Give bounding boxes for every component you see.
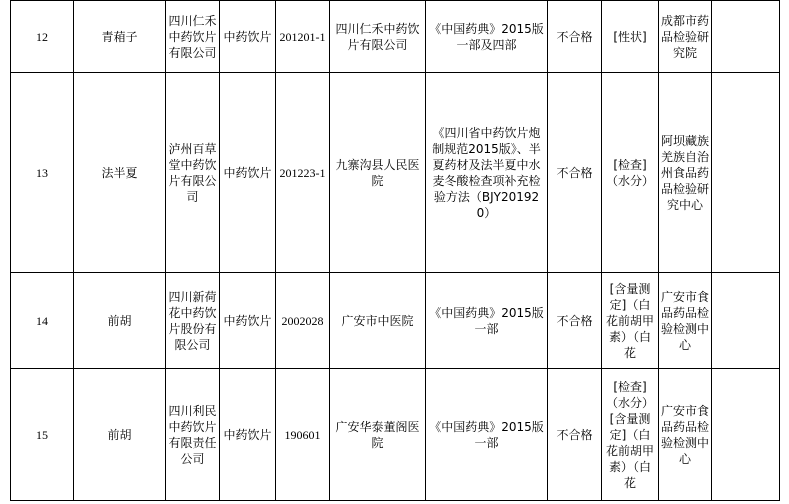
cell-producer: 四川仁禾中药饮片有限公司: [166, 1, 220, 73]
cell-remark: [712, 273, 780, 369]
table-row: [11, 369, 780, 501]
cell-producer: 泸州百草堂中药饮片有限公司: [166, 73, 220, 273]
cell-result: 不合格: [548, 1, 602, 73]
cell-item: [检查]（水分）[含量测定]（白花前胡甲素）（白花: [602, 369, 659, 501]
cell-batch: 201223-1: [276, 73, 330, 273]
cell-remark: [712, 369, 780, 501]
cell-agency: 成都市药品检验研究院: [659, 1, 712, 73]
cell-result: 不合格: [548, 73, 602, 273]
cell-batch: 2002028: [276, 273, 330, 369]
cell-agency: 广安市食品药品检验检测中心: [659, 369, 712, 501]
cell-no: 14: [11, 273, 74, 369]
cell-remark: [712, 73, 780, 273]
cell-batch: 190601: [276, 369, 330, 501]
cell-category: 中药饮片: [220, 273, 276, 369]
cell-result: 不合格: [548, 273, 602, 369]
cell-producer: 四川新荷花中药饮片股份有限公司: [166, 273, 220, 369]
cell-standard: 《中国药典》2015版一部: [426, 273, 548, 369]
cell-standard: 《中国药典》2015版一部及四部: [426, 1, 548, 73]
cell-remark: [712, 1, 780, 73]
cell-producer: 四川利民中药饮片有限责任公司: [166, 369, 220, 501]
cell-sampled-unit: 四川仁禾中药饮片有限公司: [330, 1, 426, 73]
cell-result: 不合格: [548, 369, 602, 501]
cell-sampled-unit: 广安华泰董阁医院: [330, 369, 426, 501]
cell-agency: 广安市食品药品检验检测中心: [659, 273, 712, 369]
cell-sampled-unit: 九寨沟县人民医院: [330, 73, 426, 273]
table-row: [11, 1, 780, 73]
cell-name: 前胡: [74, 273, 166, 369]
cell-category: 中药饮片: [220, 73, 276, 273]
cell-standard: 《四川省中药饮片炮制规范2015版》、半夏药材及法半夏中水麦冬酸检查项补充检验方法（BJY201920）: [426, 73, 548, 273]
cell-batch: 201201-1: [276, 1, 330, 73]
cell-name: 法半夏: [74, 73, 166, 273]
cell-standard: 《中国药典》2015版一部: [426, 369, 548, 501]
cell-name: 青葙子: [74, 1, 166, 73]
cell-no: 13: [11, 73, 74, 273]
cell-item: [性状]: [602, 1, 659, 73]
cell-no: 12: [11, 1, 74, 73]
cell-item: [含量测定]（白花前胡甲素）（白花: [602, 273, 659, 369]
cell-sampled-unit: 广安市中医院: [330, 273, 426, 369]
cell-name: 前胡: [74, 369, 166, 501]
inspection-results-table: [10, 0, 780, 501]
table-row: [11, 273, 780, 369]
cell-item: [检查]（水分）: [602, 73, 659, 273]
table-row: [11, 73, 780, 273]
cell-agency: 阿坝藏族羌族自治州食品药品检验研究中心: [659, 73, 712, 273]
cell-category: 中药饮片: [220, 369, 276, 501]
cell-no: 15: [11, 369, 74, 501]
cell-category: 中药饮片: [220, 1, 276, 73]
